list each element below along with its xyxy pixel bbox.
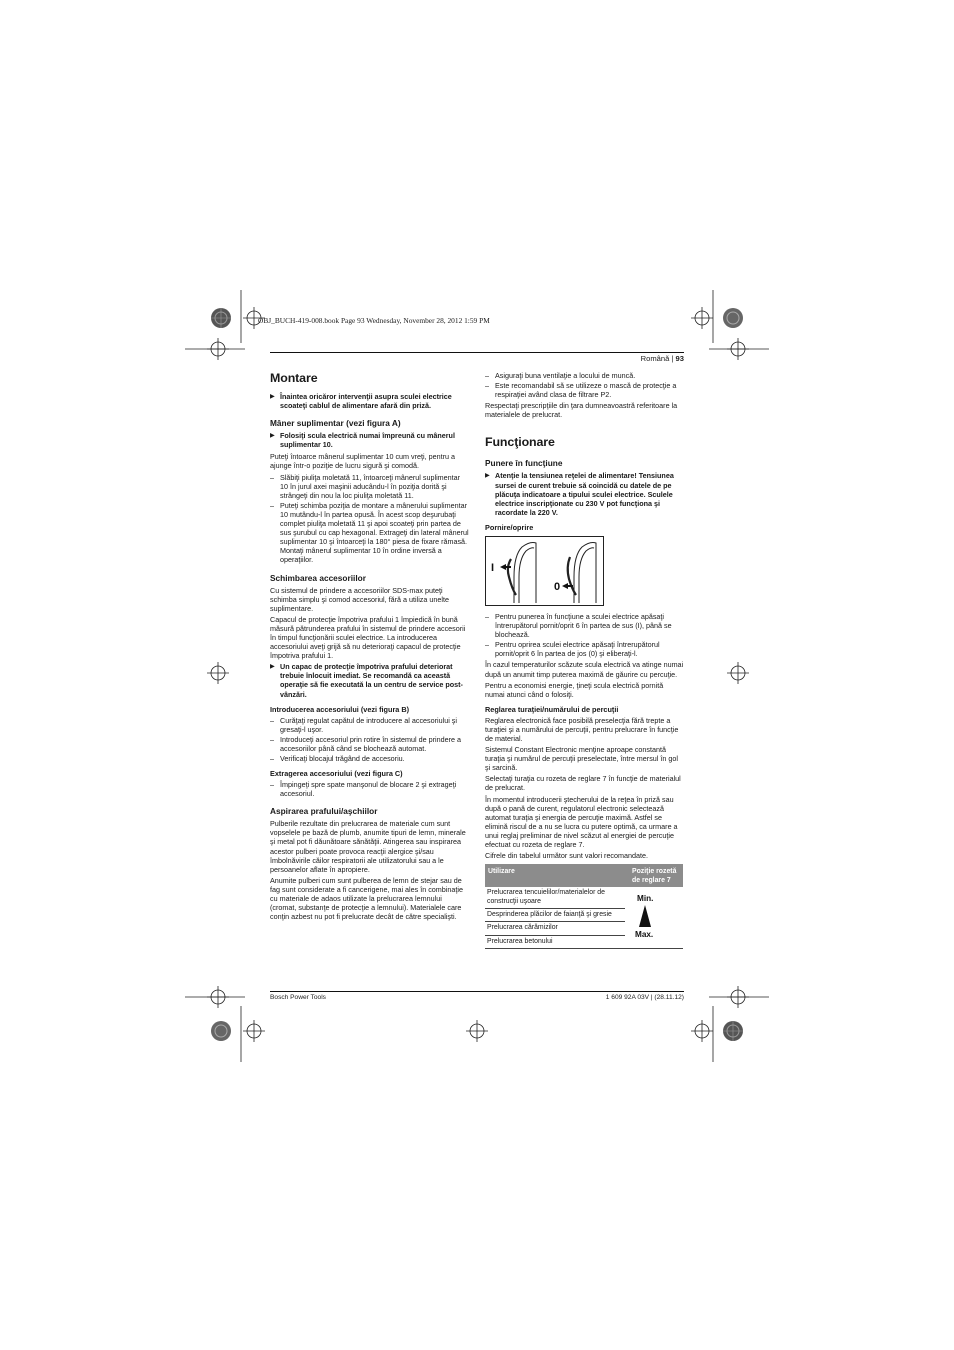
running-header	[641, 354, 684, 363]
list-item: – Introduceţi accesoriul prin rotire în sistemul de prindere a accesoriilor până când se blochează automat.	[270, 734, 461, 753]
footer-rule	[270, 991, 684, 992]
paragraph: În momentul introducerii ştecherului de la reţea în priză sau după o pană de curent, regulatorul electronic selectează automat turaţia şi energia de percuţie maximă. Astfel se elimină riscul de a nu se lucra cu putere optimă, ca urmare a unui reglaj preliminar de nivel scăzut al energiei de percuţie efectuat cu rozeta de reglare 7.	[485, 794, 678, 849]
footer-doc-number: 1 609 92A 03V | (28.11.12)	[605, 994, 684, 1001]
paragraph: Puteţi întoarce mânerul suplimentar 10 cum vreţi, pentru a ajunge într-o poziţie de lucru sigură şi comodă.	[270, 452, 455, 471]
switch-illustration-icon	[486, 537, 603, 605]
right-column	[485, 371, 684, 949]
page-number: 93	[675, 354, 684, 363]
paragraph: Selectaţi turaţia cu rozeta de reglare 7 în funcţie de materialul de prelucrat.	[485, 774, 681, 793]
paragraph: Pentru a economisi energie, ţineţi scula electrică pornită numai atunci când o folosiţi.	[485, 680, 664, 699]
list-item: – Asiguraţi buna ventilaţie a locului de muncă.	[485, 371, 636, 380]
warning-voltage: ▶ Atenţie la tensiunea reţelei de alimentare! Tensiunea sursei de curent trebuie să coincidă cu datele de pe plăcuţa indicatoare a tipului sculei electrice. Sculele electrice inscripţionate cu 230 V pot funcţiona şi racordate la 220 V.	[485, 471, 674, 517]
list-item: – Slăbiţi piuliţa moletată 11, întoarceţi mânerul suplimentar 10 în jurul axei maşinii aducându-l în poziţia dorită şi strângeţi din nou la loc piuliţa moletată 11.	[270, 472, 461, 500]
list	[270, 716, 469, 763]
header-separator: |	[671, 354, 674, 363]
heading-aux-handle: Mâner suplimentar (vezi figura A)	[270, 418, 401, 429]
table-row: Prelucrarea cărămizilor	[485, 922, 625, 935]
table-row: Desprinderea plăcilor de faianţă şi gresie	[485, 909, 625, 922]
table-rows	[485, 887, 625, 948]
heading-insert-accessory: Introducerea accesoriului (vezi figura B)	[270, 704, 410, 714]
paragraph: Cifrele din tabelul următor sunt valori recomandate.	[485, 851, 648, 861]
paragraph: Pulberile rezultate din prelucrarea de materiale cum sunt vopselele pe bază de plumb, anumite tipuri de lemn, minerale şi metal pot fi dăunătoare sănătăţii. Atingerea sau inspirarea acestor pulberi poate provoca reacţii alergice şi/sau îmbolnăvirile căilor respiratorii ale utilizatorului sau a le persoanelor aflate în apropiere.	[270, 819, 466, 874]
paragraph: Reglarea electronică face posibilă preselecţia fără trepte a turaţiei şi a numărului de percuţii, pentru prelucrare în funcţie de material.	[485, 715, 679, 743]
list	[485, 371, 684, 399]
table-row: Prelucrarea betonului	[487, 937, 553, 945]
list-item: – Împingeţi spre spate manşonul de blocare 2 şi extrageţi accesoriul.	[270, 780, 457, 799]
list	[270, 780, 469, 798]
table-col-usage: Utilizare	[488, 868, 515, 876]
list-item: – Puteţi schimba poziţia de montare a mânerului suplimentar 10 mutându-l în partea opusă. În acest scop deşurubaţi complet piuliţa moletată 11 şi apoi scoateţi prin partea de sus şurubul cu cap hexagonal. Extrageţi din lateral mânerul suplimentar 10 şi întoarceţi la 180° piesa de fixare rămasă. Montaţi mânerul suplimentar 10 în ordine inversă a operaţiilor.	[270, 500, 469, 565]
on-off-switch-figure	[485, 536, 604, 606]
list-item: – Pentru oprirea sculei electrice apăsaţi întrerupătorul pornit/oprit 6 în partea de jos (0) şi eliberaţi-l.	[485, 640, 660, 659]
table-header	[485, 864, 683, 887]
warning-unplug: ▶ Înaintea oricăror intervenţii asupra sculei electrice scoateţi cablul de alimentare afară din priză.	[270, 392, 452, 411]
heading-remove-accessory: Extragerea accesoriului (vezi figura C)	[270, 769, 403, 779]
figure-label-off: 0	[554, 580, 561, 593]
section-title-functionare: Funcţionare	[485, 435, 555, 450]
list	[270, 473, 469, 565]
warning-triangle-icon: ▶	[270, 663, 275, 671]
header-language: Română	[640, 354, 670, 363]
warning-triangle-icon: ▶	[485, 472, 490, 480]
paragraph: În cazul temperaturilor scăzute scula electrică va atinge numai după un anumit timp puterea maximă de găurire cu percuţie.	[485, 660, 684, 679]
heading-accessories: Schimbarea accesoriilor	[270, 572, 366, 583]
speed-table	[485, 864, 683, 949]
paragraph: Capacul de protecţie împotriva prafului 1 împiedică în bună măsură pătrunderea prafului în sistemul de prindere accesorii în timpul funcţionării sculei electrice. La introducerea accesoriului aveţi grijă să nu deterioraţi capacul de protecţie împotriva prafului 1.	[270, 614, 466, 661]
list-item: – Curăţaţi regulat capătul de introducere al accesoriului şi gresaţi-l uşor.	[270, 715, 457, 734]
list-item: – Pentru punerea în funcţiune a sculei electrice apăsaţi întrerupătorul pornit/oprit 6 în partea de sus (I), până se blochează.	[485, 611, 672, 640]
table-body	[485, 887, 683, 948]
heading-speed-control: Reglarea turaţiei/numărului de percuţii	[485, 704, 619, 714]
warning-triangle-icon: ▶	[270, 393, 275, 400]
table-row: Prelucrarea tencuielilor/materialelor de construcţii uşoare	[485, 887, 625, 909]
figure-label-on: I	[491, 561, 495, 574]
warning-aux-handle: ▶ Folosiţi scula electrică numai împreună cu mânerul suplimentar 10.	[270, 431, 455, 450]
heading-startup: Punere în funcţiune	[485, 458, 563, 469]
scale-min-label: Min.	[637, 894, 654, 904]
table-col-dial-position: Poziţie rozetă de reglare 7	[632, 868, 677, 885]
paragraph: Sistemul Constant Electronic menţine aproape constantă turaţia şi numărul de percuţii preselectate, între mersul în gol şi sarcină.	[485, 745, 678, 773]
warning-dust-cap: ▶ Un capac de protecţie împotriva prafului deteriorat trebuie înlocuit imediat. Se recomandă ca această operaţie să fie executată la un centru de service post-vânzări.	[270, 662, 463, 699]
heading-dust-extraction: Aspirarea prafului/aşchiilor	[270, 806, 378, 817]
scale-max-label: Max.	[635, 930, 654, 940]
increase-wedge-icon	[625, 887, 683, 945]
print-info: OBJ_BUCH-419-008.book Page 93 Wednesday, November 28, 2012 1:59 PM	[258, 316, 490, 325]
warning-triangle-icon: ▶	[270, 432, 275, 440]
section-title-montare: Montare	[270, 371, 318, 385]
header-rule	[270, 352, 684, 353]
left-column	[270, 371, 469, 923]
list-item: – Verificaţi blocajul trăgând de accesoriu.	[270, 754, 405, 763]
table-bottom-rule	[485, 948, 683, 949]
footer-brand: Bosch Power Tools	[270, 994, 326, 1001]
heading-on-off: Pornire/oprire	[485, 522, 534, 532]
min-max-scale	[625, 887, 683, 948]
paragraph: Cu sistemul de prindere a accesoriilor SDS-max puteţi schimba simplu şi comod accesoriul, fără a utiliza unelte suplimentare.	[270, 585, 449, 613]
list	[485, 612, 684, 658]
paragraph: Respectaţi prescripţiile din ţara dumneavoastră referitoare la materialele de prelucrat.	[485, 401, 678, 420]
list-item: – Este recomandabil să se utilizeze o mască de protecţie a respiraţiei având clasa de filtrare P2.	[485, 381, 677, 400]
paragraph: Anumite pulberi cum sunt pulberea de lemn de stejar sau de fag sunt considerate a fi cancerigene, mai ales în combinaţie cu materiale de adaos utilizate la prelucrarea lemnului (cromat, substanţe de protecţie a lemnului). Materialele care conţin azbest nu pot fi prelucrate decât de către specialişti.	[270, 875, 463, 922]
